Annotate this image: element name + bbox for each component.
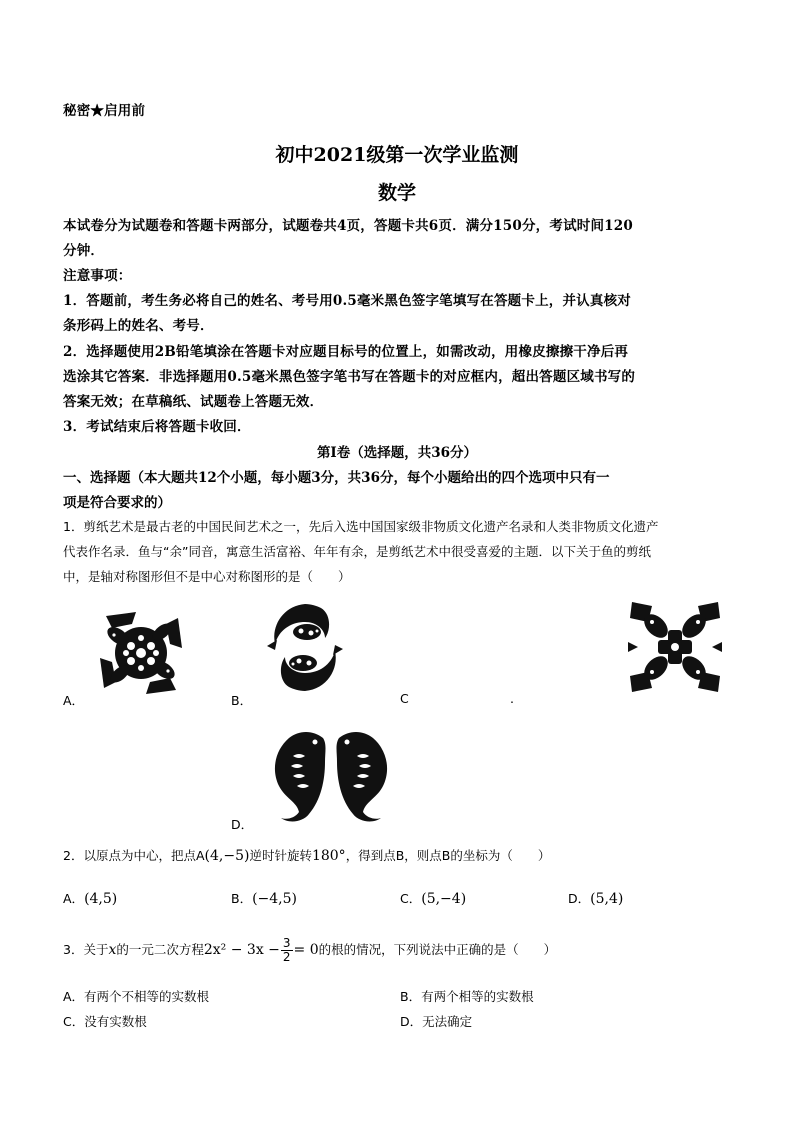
q1-line-1: 1．剪纸艺术是最古老的中国民间艺术之一，先后入选中国国家级非物质文化遗产名录和人类非物质文化遗产: [63, 519, 659, 534]
q2-option-d: D．(5,4): [568, 891, 624, 907]
note-1-line-2: 条形码上的姓名、考号．: [63, 318, 214, 334]
q1-line-2: 代表作名录．鱼与“余”同音，寓意生活富裕、年年有余，是剪纸艺术中很受喜爱的主题．以下关于鱼的剪纸: [63, 544, 651, 559]
subject-title: 数学: [377, 182, 416, 204]
q3-option-d: D．无法确定: [400, 1014, 473, 1029]
fish-cross-papercut-icon: [626, 596, 724, 698]
q1-line-3: 中，是轴对称图形但不是中心对称图形的是（ ）: [63, 569, 351, 584]
q3-stem: [63, 936, 556, 964]
q2-stem: [63, 846, 550, 864]
fish-square-papercut-icon: [96, 608, 186, 698]
q2-text-a: 2．以原点为中心，把点A: [63, 848, 205, 863]
q3-fraction: $\frac{3}{2}$: [282, 936, 291, 964]
q3-option-a: A．有两个不相等的实数根: [63, 989, 210, 1004]
q1-option-c-dot: .: [510, 691, 514, 706]
q3-option-b: B．有两个相等的实数根: [400, 989, 534, 1004]
q3-text-a: 3．关于: [63, 942, 109, 957]
confidential-label: 秘密★启用前: [63, 103, 146, 119]
note-2-line-1: 2．选择题使用2B铅笔填涂在答题卡对应题目标号的位置上，如需改动，用橡皮擦擦干净后再: [63, 344, 629, 360]
part-1-title: 第Ⅰ卷（选择题，共36分）: [316, 445, 478, 461]
note-1-line-1: 1．答题前，考生务必将自己的姓名、考号用0.5毫米黑色签字笔填写在答题卡上，并认真核对: [63, 293, 631, 309]
note-2-line-2: 选涂其它答案．非选择题用0.5毫米黑色签字笔书写在答题卡的对应框内，超出答题区域书写的: [63, 369, 636, 385]
q2-option-c: C．(5,−4): [400, 891, 467, 907]
koi-pair-papercut-icon: [265, 728, 397, 824]
q3-text-c: 的根的情况，下列说法中正确的是（ ）: [318, 942, 557, 957]
q2-angle: 180°: [311, 848, 346, 864]
q2-option-a: A．(4,5): [63, 891, 118, 907]
q3-equation-right: = 0: [293, 942, 319, 958]
q2-text-c: ，得到点B，则点B的坐标为（ ）: [345, 848, 551, 863]
q3-equation-left: 2x² − 3x −: [203, 942, 280, 958]
q1-option-c-label: C: [400, 691, 409, 706]
q1-option-b-label: B．: [231, 693, 253, 708]
q3-option-c: C．没有实数根: [63, 1014, 147, 1029]
note-2-line-3: 答案无效；在草稿纸、试题卷上答题无效．: [63, 394, 324, 410]
exam-title: 初中2021级第一次学业监测: [275, 144, 519, 166]
q3-variable: x: [108, 942, 117, 958]
q1-option-d-label: D．: [231, 817, 254, 832]
intro-line-1: 本试卷分为试题卷和答题卡两部分，试题卷共4页，答题卡共6页．满分150分，考试时间120: [63, 218, 633, 234]
intro-line-2: 分钟．: [63, 243, 105, 259]
fish-circle-papercut-icon: [265, 600, 345, 695]
section-1-line-1: 一、选择题（本大题共12个小题，每小题3分，共36分，每个小题给出的四个选项中只有一: [63, 470, 610, 486]
notes-title: 注意事项：: [63, 268, 132, 284]
q1-option-a-label: A．: [63, 693, 85, 708]
section-1-line-2: 项是符合要求的）: [63, 495, 171, 511]
q2-point: (4,−5): [204, 848, 250, 864]
note-3: 3．考试结束后将答题卡收回．: [63, 419, 251, 435]
q2-text-b: 逆时针旋转: [249, 848, 312, 863]
q2-option-b: B．(−4,5): [231, 891, 297, 907]
q3-text-b: 的一元二次方程: [116, 942, 204, 957]
